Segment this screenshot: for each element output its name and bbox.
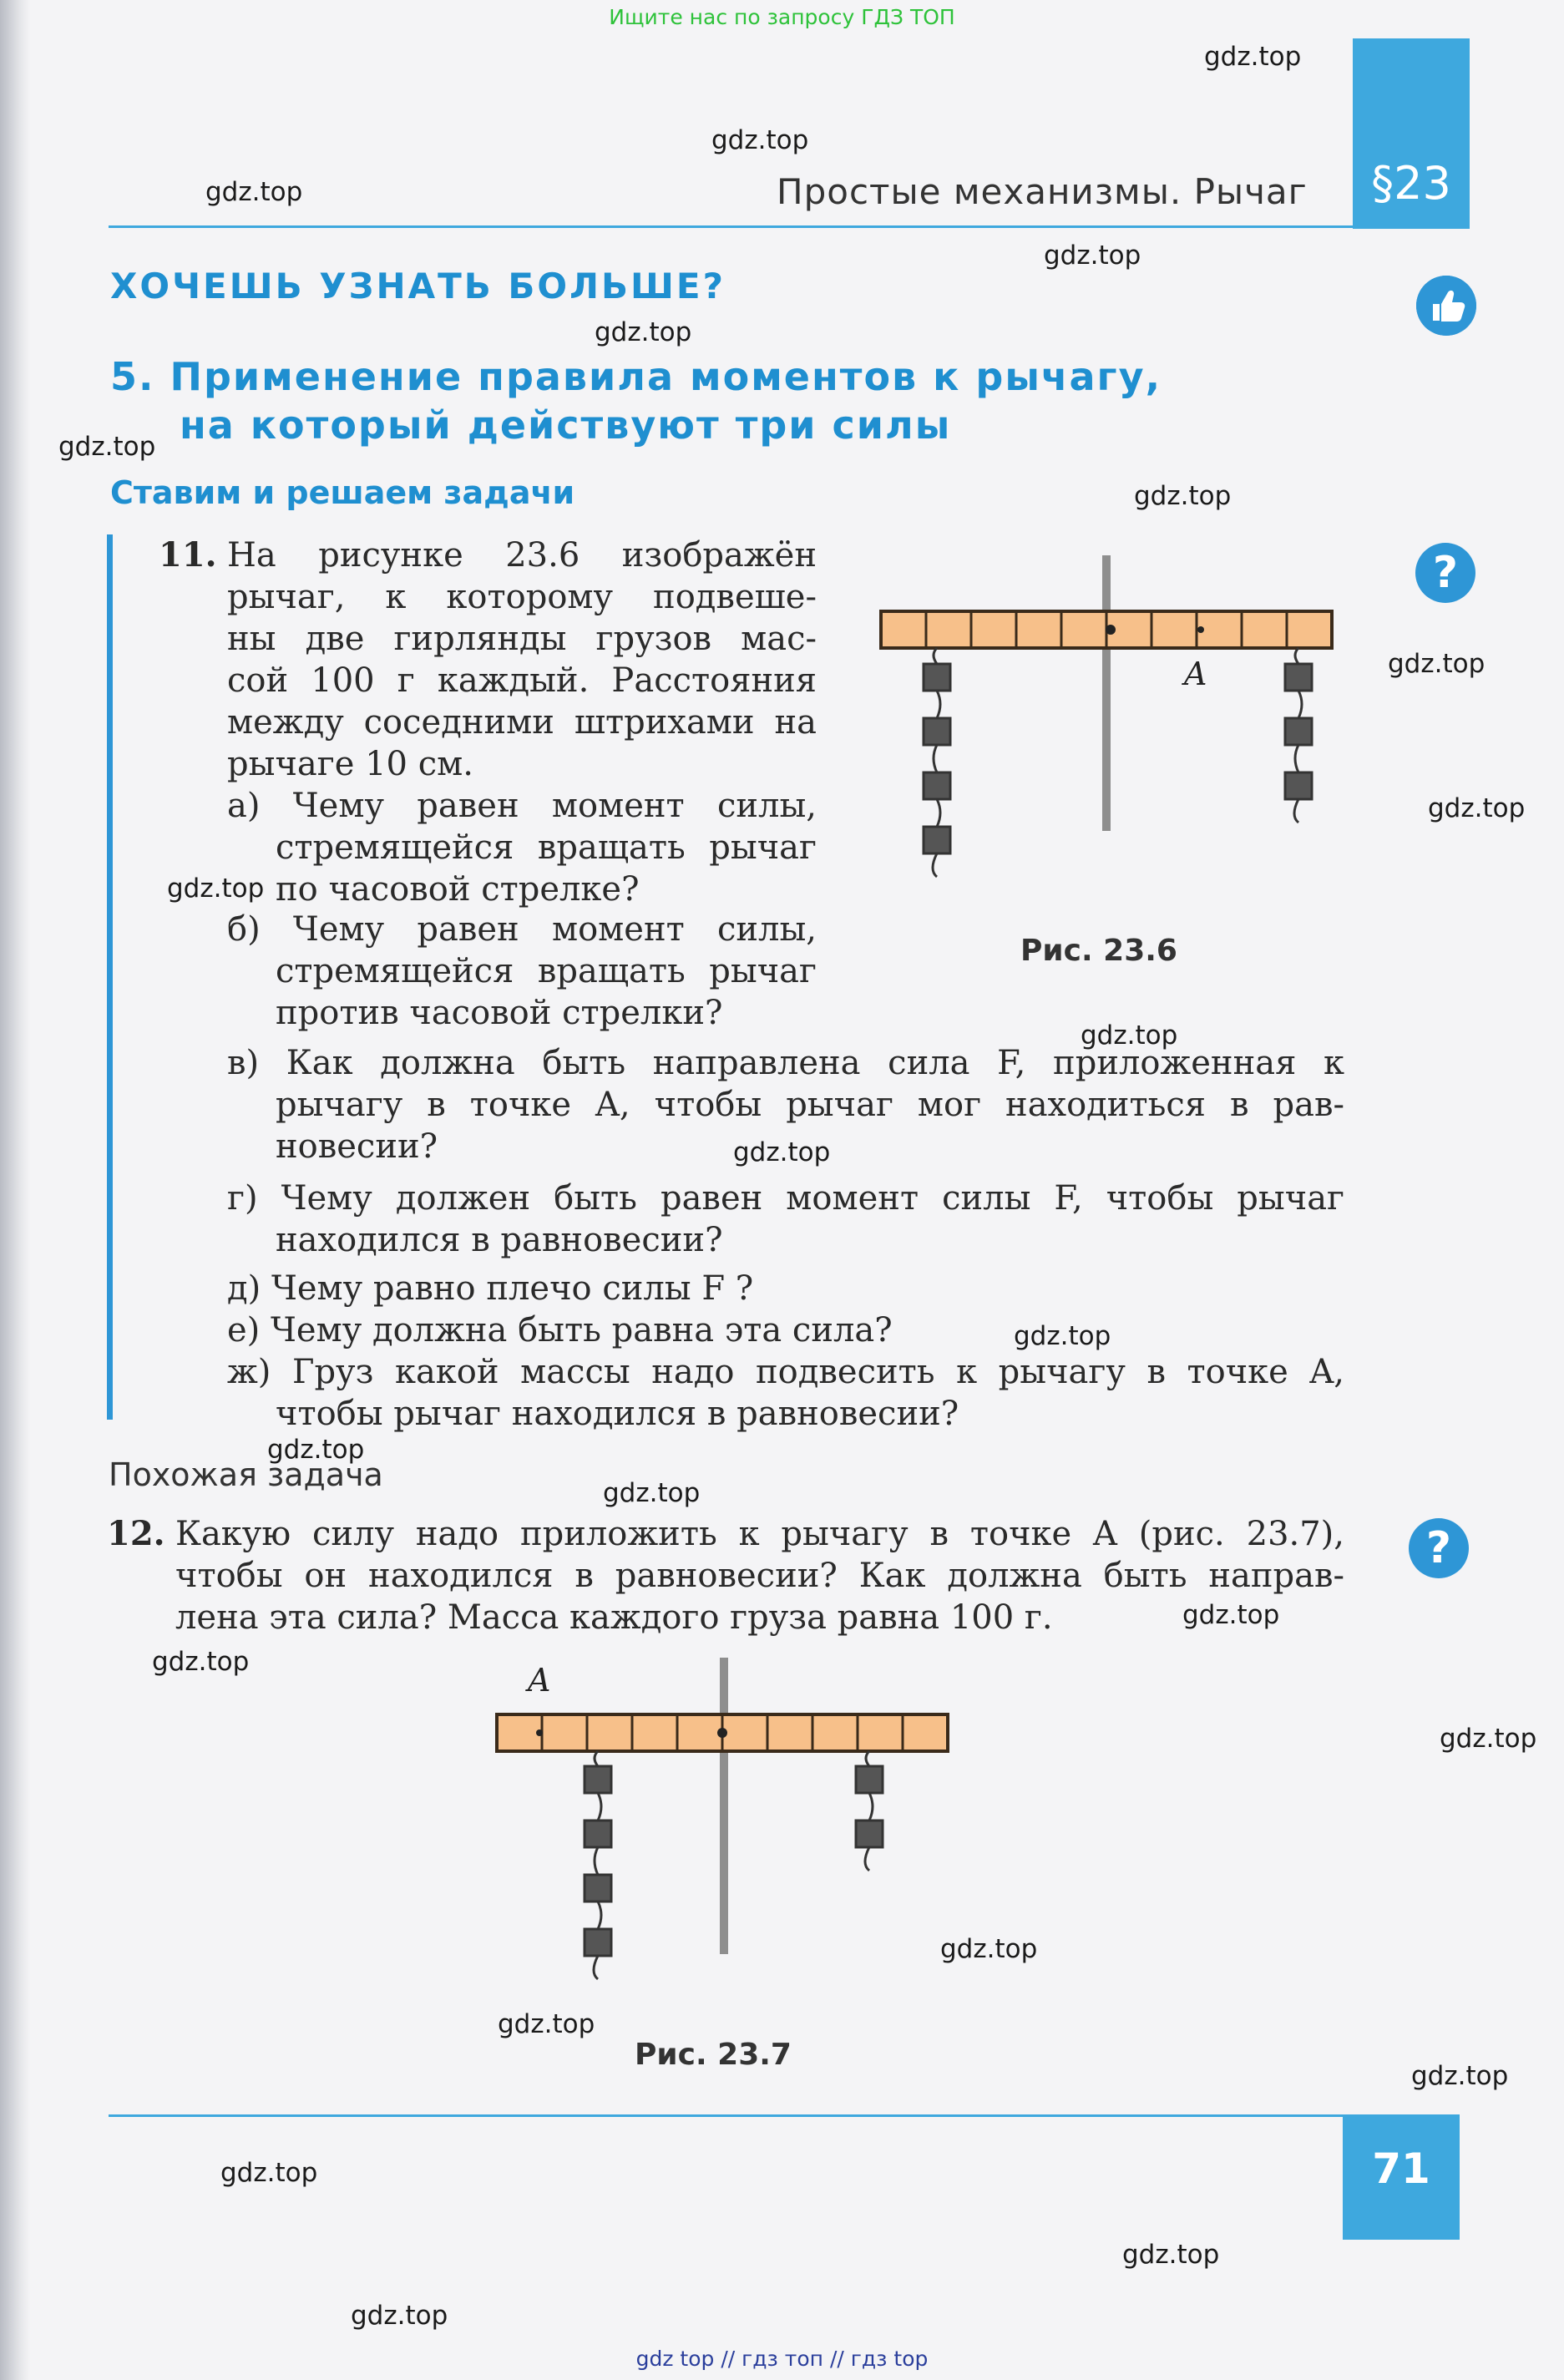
task-12-line1: Какую силу надо приложить к рычагу в точке A (рис. 23.7), — [175, 1515, 1344, 1553]
watermark: gdz.top — [1411, 2061, 1509, 2091]
question-icon-2: ? — [1409, 1518, 1469, 1578]
lever-stand — [1102, 555, 1111, 831]
task-11-a-line1: а) Чему равен момент силы, — [227, 787, 817, 825]
task-11-zh-line1: ж) Груз какой массы надо подвесить к рычагу в точке A, — [227, 1353, 1344, 1391]
watermark: gdz.top — [1182, 1600, 1280, 1630]
task-accent-bar — [107, 534, 113, 1420]
page-number: 71 — [1372, 2145, 1430, 2193]
watermark: gdz.top — [152, 1647, 250, 1677]
task-11-line3: ны две гирлянды грузов мас- — [227, 620, 817, 658]
header-rule — [109, 225, 1353, 228]
pivot-point — [1106, 625, 1116, 635]
watermark: gdz.top — [1122, 2240, 1220, 2270]
watermark: gdz.top — [1014, 1321, 1111, 1351]
topic-heading-line1: 5. Применение правила моментов к рычагу, — [110, 354, 1162, 399]
left-weights-garland — [924, 648, 950, 877]
watermark: gdz.top — [733, 1137, 831, 1167]
left-weights-garland-2 — [585, 1751, 611, 1979]
watermark: gdz.top — [1134, 481, 1232, 511]
pivot-point-2 — [717, 1728, 727, 1738]
task-11-number: 11. — [159, 535, 217, 575]
task-11-a-line2: стремящейся вращать рычаг — [276, 828, 817, 867]
more-heading: ХОЧЕШЬ УЗНАТЬ БОЛЬШЕ? — [110, 266, 726, 306]
task-12-line2: чтобы он находился в равновесии? Как должна быть направ- — [175, 1557, 1344, 1595]
watermark: gdz.top — [1081, 1020, 1178, 1051]
watermark: gdz.top — [167, 874, 265, 904]
task-11-line2: рычаг, к которому подвеше- — [227, 578, 817, 616]
page-header-title: Простые механизмы. Рычаг — [777, 171, 1308, 212]
figure-23-6 — [868, 555, 1344, 906]
task-11-e-line: е) Чему должна быть равна эта сила? — [227, 1311, 893, 1350]
watermark: gdz.top — [1044, 241, 1141, 271]
task-11-line1: На рисунке 23.6 изображён — [227, 536, 817, 575]
tasks-heading: Ставим и решаем задачи — [110, 474, 575, 511]
task-11-line6: рычаге 10 см. — [227, 745, 473, 783]
watermark: gdz.top — [1204, 42, 1302, 72]
task-11-v-line2: рычагу в точке A, чтобы рычаг мог находиться в рав- — [276, 1086, 1344, 1124]
watermark: gdz.top — [351, 2301, 448, 2331]
right-weights-garland-2 — [856, 1751, 883, 1871]
thumb-up-icon — [1416, 276, 1476, 336]
task-11-g-line1: г) Чему должен быть равен момент силы F, чтобы рычаг — [227, 1179, 1344, 1218]
watermark: gdz.top — [1440, 1724, 1537, 1754]
point-a-marker-2 — [536, 1729, 543, 1736]
topic-heading-line2: на который действуют три силы — [180, 403, 952, 448]
section-number: §23 — [1371, 157, 1451, 210]
watermark: gdz.top — [711, 125, 809, 155]
task-11-a-line3: по часовой стрелке? — [276, 870, 640, 909]
similar-task-label: Похожая задача — [109, 1456, 383, 1493]
question-icon: ? — [1415, 543, 1475, 603]
point-a-label-2: A — [528, 1662, 551, 1699]
figure-23-6-caption: Рис. 23.6 — [1020, 934, 1177, 968]
top-banner[interactable]: Ищите нас по запросу ГДЗ ТОП — [609, 5, 955, 29]
point-a-label: A — [1184, 656, 1207, 692]
watermark: gdz.top — [205, 177, 303, 207]
task-11-d-line: д) Чему равно плечо силы F ? — [227, 1269, 754, 1308]
watermark: gdz.top — [220, 2158, 318, 2188]
task-11-b-line2: стремящейся вращать рычаг — [276, 952, 817, 990]
task-11-b-line3: против часовой стрелки? — [276, 994, 723, 1032]
watermark: gdz.top — [498, 2009, 595, 2039]
point-a-marker — [1197, 626, 1204, 633]
task-11-v-line1: в) Как должна быть направлена сила F, приложенная к — [227, 1044, 1344, 1082]
watermark: gdz.top — [595, 317, 692, 347]
watermark: gdz.top — [940, 1934, 1038, 1964]
watermark: gdz.top — [1388, 649, 1486, 679]
task-12-line3: лена эта сила? Масса каждого груза равна 100 г. — [175, 1598, 1053, 1637]
watermark: gdz.top — [267, 1435, 365, 1465]
right-weights-garland — [1285, 648, 1312, 823]
lever-stand-2 — [720, 1658, 728, 1954]
footer-rule — [109, 2114, 1343, 2117]
figure-23-7 — [484, 1658, 960, 2008]
task-11-v-line3: новесии? — [276, 1127, 438, 1166]
watermark: gdz.top — [603, 1478, 701, 1508]
watermark: gdz.top — [1428, 793, 1526, 823]
task-11-b-line1: б) Чему равен момент силы, — [227, 910, 817, 949]
task-11-line5: между соседними штрихами на — [227, 703, 817, 742]
bottom-banner[interactable]: gdz top // гдз топ // гдз top — [635, 2347, 929, 2371]
task-11-line4: сой 100 г каждый. Расстояния — [227, 661, 817, 700]
watermark: gdz.top — [58, 432, 156, 462]
task-12-number: 12. — [107, 1514, 165, 1553]
figure-23-7-caption: Рис. 23.7 — [635, 2038, 792, 2072]
page-binding-shade — [0, 0, 30, 2380]
task-11-zh-line2: чтобы рычаг находился в равновесии? — [276, 1395, 959, 1433]
task-11-g-line2: находился в равновесии? — [276, 1221, 723, 1259]
